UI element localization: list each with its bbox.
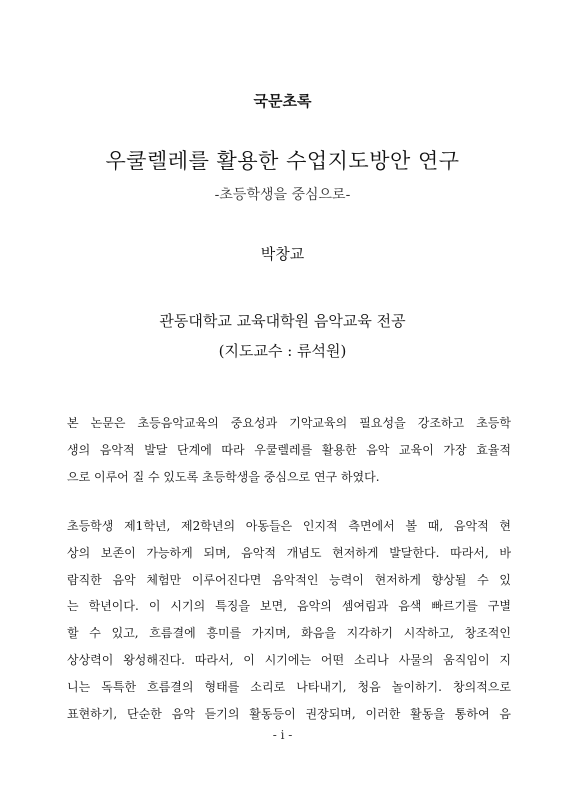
abstract-paragraph-1 (67, 410, 511, 490)
paragraph-line: 는 학년이다. 이 시기의 특징을 보면, 음악의 셈여림과 음색 빠르기를 구별 (67, 599, 511, 614)
paragraph-line: 상의 보존이 가능하게 되며, 음악적 개념도 현저하게 발달한다. 따라서, 바 (67, 545, 511, 560)
page-number: - i - (272, 728, 293, 742)
paragraph-line: 상상력이 왕성해진다. 따라서, 이 시기에는 어떤 소리나 사물의 움직임이 지 (67, 652, 511, 667)
paragraph-line: 할 수 있고, 흐름결에 흥미를 가지며, 화음을 지각하기 시작하고, 창조적인 (67, 626, 511, 641)
paragraph-line: 생의 음악적 발달 단계에 따라 우쿨렐레를 활용한 음악 교육이 가장 효율적 (67, 442, 511, 457)
abstract-paragraph-2 (67, 513, 511, 727)
paragraph-line: 니는 독특한 흐름결의 형태를 소리로 나타내기, 청음 놀이하기. 창의적으로 (67, 679, 511, 694)
paragraph-line: 초등학생 제1학년, 제2학년의 아동들은 인지적 측면에서 볼 때, 음악적 현 (67, 519, 511, 533)
abstract-label: 국문초록 (253, 92, 312, 110)
affiliation: 관동대학교 교육대학원 음악교육 전공 (159, 312, 406, 330)
paragraph-line: 본 논문은 초등음악교육의 중요성과 기악교육의 필요성을 강조하고 초등학 (67, 416, 511, 430)
author-name: 박창교 (260, 245, 305, 263)
advisor: (지도교수 : 류석원) (218, 342, 347, 360)
paragraph-line: 람직한 음악 체험만 이루어진다면 음악적인 능력이 현저하게 향상될 수 있 (67, 572, 511, 587)
thesis-subtitle: -초등학생을 중심으로- (214, 187, 351, 203)
thesis-title: 우쿨렐레를 활용한 수업지도방안 연구 (105, 149, 460, 173)
paragraph-line: 표현하기, 단순한 음악 듣기의 활동등이 권장되며, 이러한 활동을 통하여 음 (67, 706, 511, 721)
paragraph-line: 으로 이루어 질 수 있도록 초등학생을 중심으로 연구 하였다. (67, 469, 380, 484)
